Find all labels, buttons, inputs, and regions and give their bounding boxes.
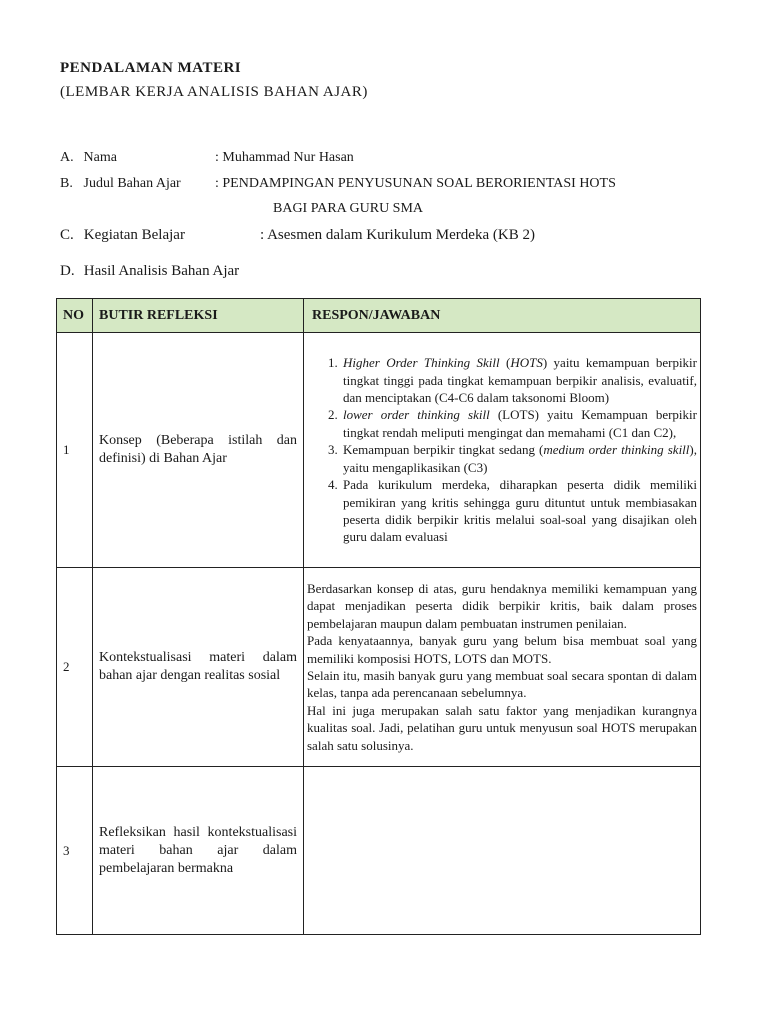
header-butir-refleksi: BUTIR REFLEKSI — [93, 299, 304, 333]
list-item: 3. Kemampuan berpikir tingkat sedang (medium order thinking skill), yaitu mengaplikasikan (C3) — [341, 441, 697, 476]
table-row — [57, 333, 701, 568]
respon-list — [307, 354, 697, 545]
row-respon-empty[interactable] — [304, 767, 701, 935]
respon-paragraph: Hal ini juga merupakan salah satu faktor yang menjadikan kurangnya kualitas soal. Jadi, pelatihan guru untuk menyusun soal HOTS merupakan salah satu solusinya. — [307, 702, 697, 753]
field-value: : Muhammad Nur Hasan — [215, 150, 354, 165]
field-label: Hasil Analisis Bahan Ajar — [83, 263, 240, 279]
field-nama — [60, 150, 354, 166]
page-subtitle: (LEMBAR KERJA ANALISIS BAHAN AJAR) — [60, 84, 368, 100]
header-respon-jawaban: RESPON/JAWABAN — [304, 299, 701, 333]
table-header-row — [57, 299, 701, 333]
field-value: : Asesmen dalam Kurikulum Merdeka (KB 2) — [260, 227, 535, 243]
field-kegiatan-belajar — [60, 227, 535, 244]
analysis-table — [56, 298, 701, 935]
row-number: 2 — [57, 568, 93, 767]
field-letter: C. — [60, 227, 74, 243]
table-row — [57, 568, 701, 767]
list-item: 4. Pada kurikulum merdeka, diharapkan peserta didik memiliki pemikiran yang kritis sehingga guru dituntut untuk membiasakan peserta didik berpikir kritis melalui soal-soal yang disajikan oleh guru dalam evaluasi — [341, 476, 697, 546]
list-item: 1. Higher Order Thinking Skill (HOTS) yaitu kemampuan berpikir tingkat tinggi pada tingkat kemampuan berpikir analisis, evaluatif, dan menciptakan (C4-C6 dalam taksonomi Bloom) — [341, 354, 697, 406]
field-label: Kegiatan Belajar — [83, 227, 185, 243]
page-title: PENDALAMAN MATERI — [60, 60, 242, 76]
field-letter: D. — [60, 263, 75, 279]
row-butir: Refleksikan hasil kontekstualisasi materi bahan ajar dalam pembelajaran bermakna — [93, 767, 304, 935]
row-butir: Konsep (Beberapa istilah dan definisi) di Bahan Ajar — [93, 333, 304, 568]
row-respon — [304, 333, 701, 568]
field-hasil-analisis — [60, 263, 239, 280]
respon-paragraph: Berdasarkan konsep di atas, guru hendaknya memiliki kemampuan yang dapat menjadikan peserta didik berpikir kritis, baik dalam proses pembelajaran maupun dalam pembuatan instrumen penilaian. — [307, 580, 697, 631]
field-label: Judul Bahan Ajar — [83, 176, 181, 191]
field-letter: B. — [60, 176, 73, 191]
field-letter: A. — [60, 150, 74, 165]
row-number: 3 — [57, 767, 93, 935]
respon-paragraph: Selain itu, masih banyak guru yang membuat soal secara spontan di dalam kelas, tanpa ada perencanaan sebelumnya. — [307, 668, 697, 701]
table-row — [57, 767, 701, 935]
field-value-line2: BAGI PARA GURU SMA — [273, 201, 424, 216]
row-number: 1 — [57, 333, 93, 568]
row-butir: Kontekstualisasi materi dalam bahan ajar dengan realitas sosial — [93, 568, 304, 767]
field-label: Nama — [83, 150, 117, 165]
row-respon — [304, 568, 701, 767]
list-item: 2. lower order thinking skill (LOTS) yaitu Kemampuan berpikir tingkat rendah meliputi mengingat dan memahami (C1 dan C2), — [341, 406, 697, 441]
respon-paragraph: Pada kenyataannya, banyak guru yang belum bisa membuat soal yang memiliki komposisi HOTS, LOTS dan MOTS. — [307, 633, 697, 666]
field-judul-bahan-ajar — [60, 176, 616, 192]
field-value: : PENDAMPINGAN PENYUSUNAN SOAL BERORIENTASI HOTS — [215, 176, 616, 191]
header-no: NO — [57, 299, 93, 333]
